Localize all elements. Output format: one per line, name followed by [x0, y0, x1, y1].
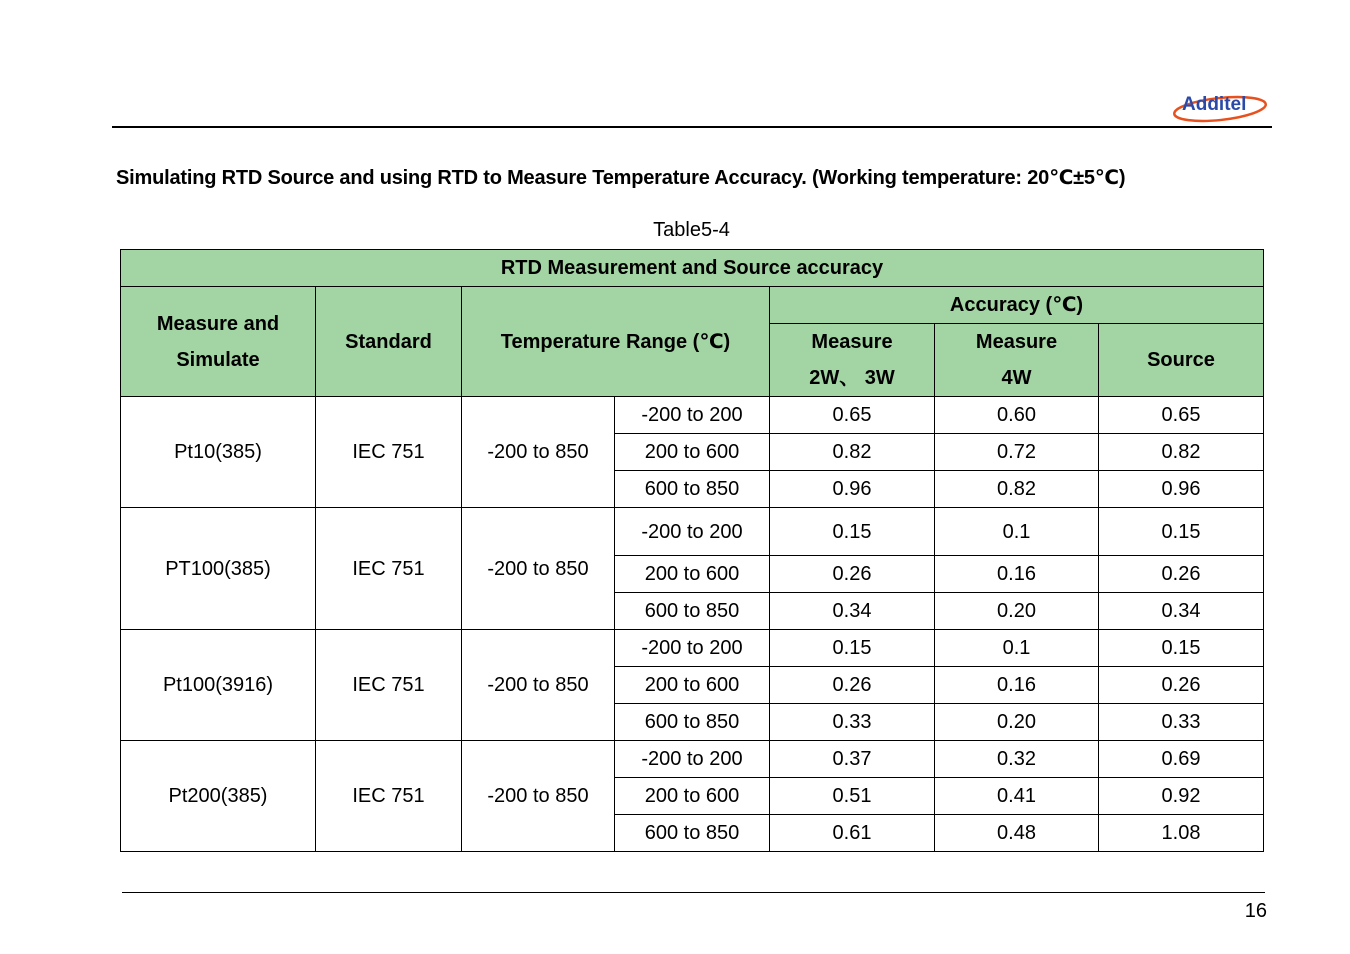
additel-logo — [1172, 88, 1268, 126]
sub-range-cell: -200 to 200 — [615, 397, 770, 434]
sub-range-cell: -200 to 200 — [615, 508, 770, 556]
source-accuracy-cell: 0.15 — [1099, 630, 1264, 667]
sub-range-cell: 200 to 600 — [615, 556, 770, 593]
table-row — [121, 630, 1264, 667]
header-measure-simulate: Measure and Simulate — [121, 287, 316, 397]
sub-range-cell: 600 to 850 — [615, 593, 770, 630]
table-caption: Table5-4 — [653, 219, 730, 241]
accuracy-4w-cell: 0.60 — [935, 397, 1099, 434]
accuracy-4w-cell: 0.20 — [935, 593, 1099, 630]
sensor-type-cell: Pt10(385) — [121, 397, 316, 508]
accuracy-2w-3w-cell: 0.34 — [770, 593, 935, 630]
header-measure-2w-3w: Measure 2W、 3W — [770, 324, 935, 397]
section-heading: Simulating RTD Source and using RTD to Measure Temperature Accuracy. (Working temperature: 20℃±5℃) — [116, 167, 1126, 189]
sub-range-cell: 200 to 600 — [615, 778, 770, 815]
header-standard: Standard — [316, 287, 462, 397]
accuracy-4w-cell: 0.32 — [935, 741, 1099, 778]
accuracy-2w-3w-cell: 0.51 — [770, 778, 935, 815]
accuracy-2w-3w-cell: 0.96 — [770, 471, 935, 508]
standard-cell: IEC 751 — [316, 397, 462, 508]
table-row — [121, 397, 1264, 434]
rtd-accuracy-table — [120, 249, 1264, 852]
full-range-cell: -200 to 850 — [462, 508, 615, 630]
accuracy-4w-cell: 0.72 — [935, 434, 1099, 471]
full-range-cell: -200 to 850 — [462, 397, 615, 508]
accuracy-2w-3w-cell: 0.65 — [770, 397, 935, 434]
full-range-cell: -200 to 850 — [462, 741, 615, 852]
source-accuracy-cell: 0.82 — [1099, 434, 1264, 471]
table-title: RTD Measurement and Source accuracy — [121, 250, 1264, 287]
accuracy-2w-3w-cell: 0.26 — [770, 667, 935, 704]
accuracy-4w-cell: 0.1 — [935, 508, 1099, 556]
sensor-type-cell: PT100(385) — [121, 508, 316, 630]
sub-range-cell: 200 to 600 — [615, 434, 770, 471]
accuracy-4w-cell: 0.16 — [935, 667, 1099, 704]
table-row — [121, 741, 1264, 778]
sensor-type-cell: Pt200(385) — [121, 741, 316, 852]
source-accuracy-cell: 0.33 — [1099, 704, 1264, 741]
accuracy-2w-3w-cell: 0.33 — [770, 704, 935, 741]
page-number: 16 — [1244, 900, 1267, 922]
accuracy-4w-cell: 0.20 — [935, 704, 1099, 741]
header-measure-4w: Measure 4W — [935, 324, 1099, 397]
table-row — [121, 508, 1264, 556]
standard-cell: IEC 751 — [316, 508, 462, 630]
sub-range-cell: 600 to 850 — [615, 704, 770, 741]
accuracy-4w-cell: 0.41 — [935, 778, 1099, 815]
source-accuracy-cell: 0.65 — [1099, 397, 1264, 434]
sub-range-cell: -200 to 200 — [615, 630, 770, 667]
accuracy-2w-3w-cell: 0.37 — [770, 741, 935, 778]
accuracy-2w-3w-cell: 0.61 — [770, 815, 935, 852]
source-accuracy-cell: 0.92 — [1099, 778, 1264, 815]
accuracy-2w-3w-cell: 0.15 — [770, 508, 935, 556]
logo-text: Additel — [1182, 94, 1247, 115]
accuracy-2w-3w-cell: 0.26 — [770, 556, 935, 593]
source-accuracy-cell: 0.15 — [1099, 508, 1264, 556]
source-accuracy-cell: 0.26 — [1099, 556, 1264, 593]
source-accuracy-cell: 0.26 — [1099, 667, 1264, 704]
accuracy-4w-cell: 0.16 — [935, 556, 1099, 593]
standard-cell: IEC 751 — [316, 741, 462, 852]
standard-cell: IEC 751 — [316, 630, 462, 741]
accuracy-4w-cell: 0.48 — [935, 815, 1099, 852]
full-range-cell: -200 to 850 — [462, 630, 615, 741]
accuracy-4w-cell: 0.1 — [935, 630, 1099, 667]
footer-rule — [122, 892, 1265, 893]
source-accuracy-cell: 0.34 — [1099, 593, 1264, 630]
sub-range-cell: 200 to 600 — [615, 667, 770, 704]
header-temperature-range: Temperature Range (℃) — [462, 287, 770, 397]
source-accuracy-cell: 0.69 — [1099, 741, 1264, 778]
source-accuracy-cell: 0.96 — [1099, 471, 1264, 508]
sub-range-cell: 600 to 850 — [615, 815, 770, 852]
accuracy-2w-3w-cell: 0.82 — [770, 434, 935, 471]
sensor-type-cell: Pt100(3916) — [121, 630, 316, 741]
sub-range-cell: -200 to 200 — [615, 741, 770, 778]
header-source: Source — [1099, 324, 1264, 397]
header-rule — [112, 126, 1272, 128]
accuracy-4w-cell: 0.82 — [935, 471, 1099, 508]
accuracy-2w-3w-cell: 0.15 — [770, 630, 935, 667]
header-accuracy: Accuracy (℃) — [770, 287, 1264, 324]
sub-range-cell: 600 to 850 — [615, 471, 770, 508]
source-accuracy-cell: 1.08 — [1099, 815, 1264, 852]
